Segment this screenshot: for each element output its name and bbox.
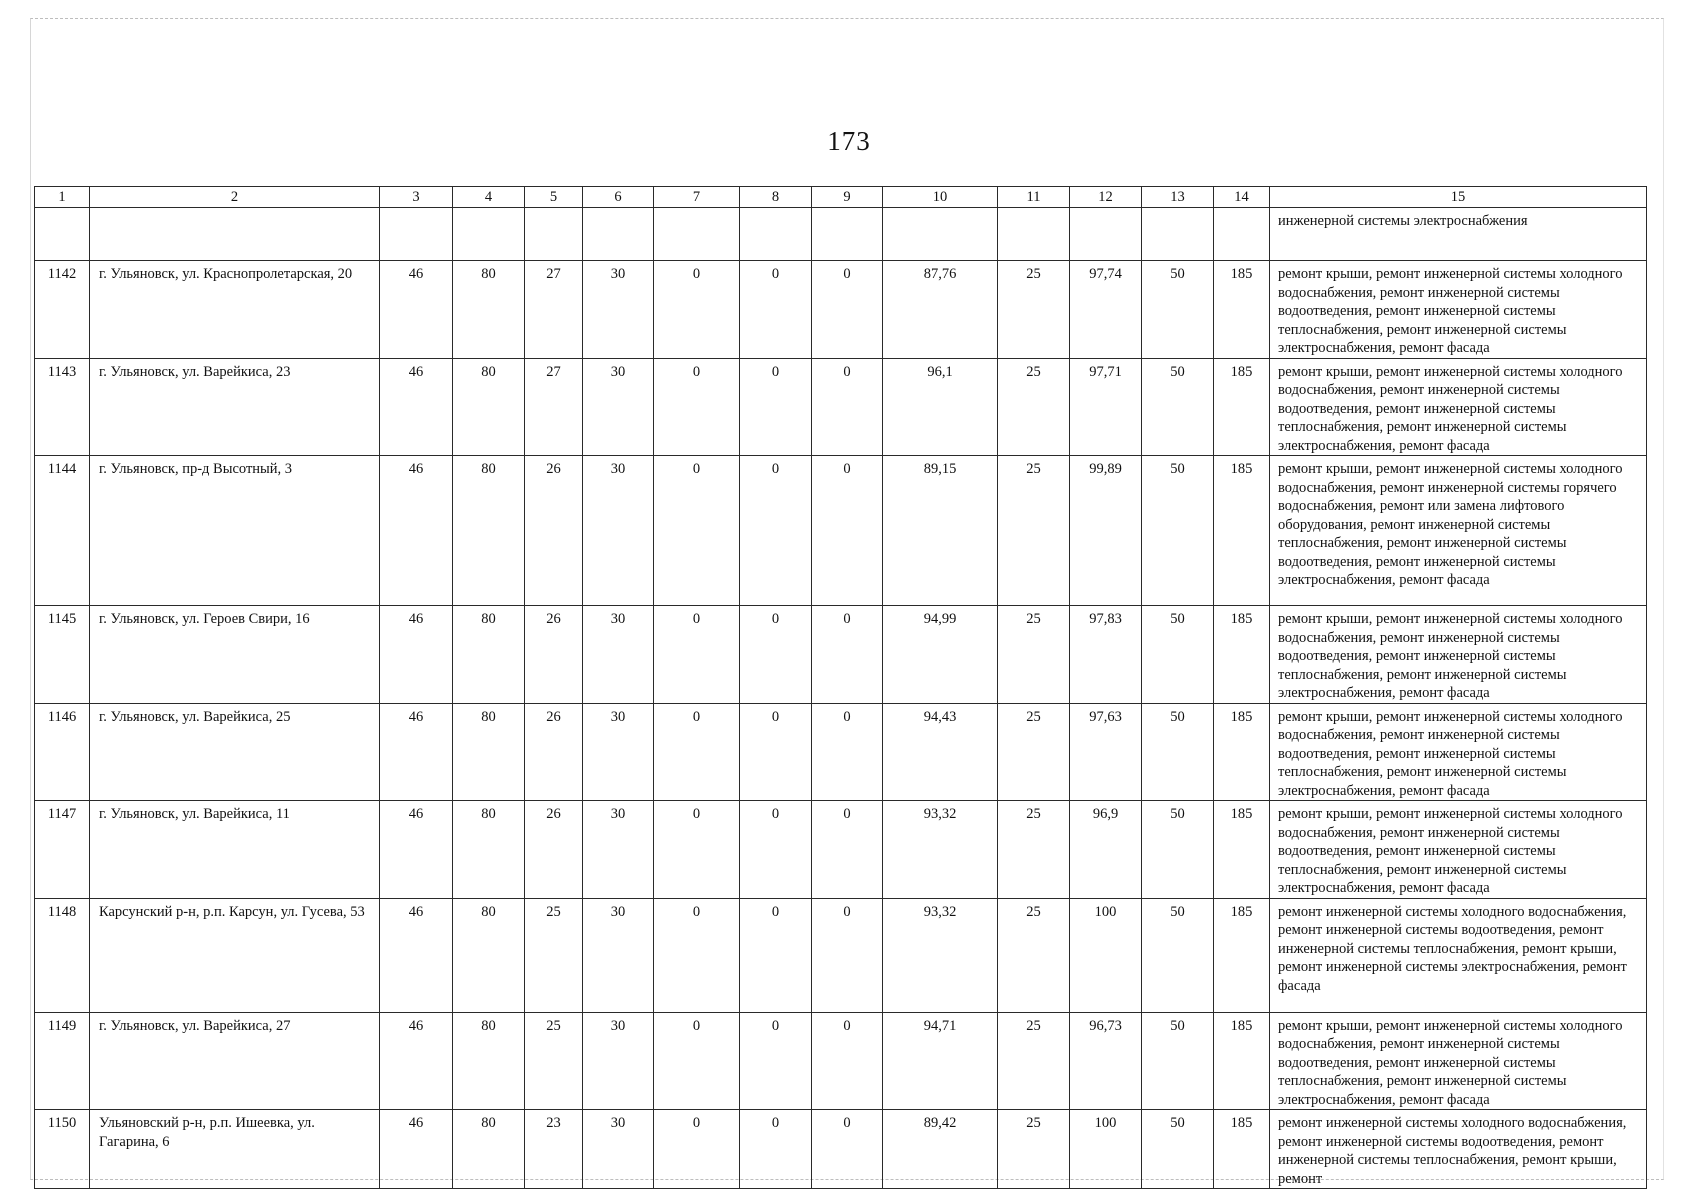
table-row <box>35 358 1647 456</box>
row-number: 1144 <box>35 456 90 606</box>
empty-cell <box>740 208 812 261</box>
value-cell: 50 <box>1142 1110 1214 1189</box>
value-cell: 25 <box>998 703 1070 801</box>
value-cell: 0 <box>812 1012 883 1110</box>
address-cell: г. Ульяновск, пр-д Высотный, 3 <box>90 456 380 606</box>
value-cell: 99,89 <box>1070 456 1142 606</box>
value-cell: 185 <box>1214 703 1270 801</box>
value-cell: 97,63 <box>1070 703 1142 801</box>
empty-cell <box>998 208 1070 261</box>
value-cell: 80 <box>453 1110 525 1189</box>
page-number: 173 <box>827 126 871 156</box>
works-cell: ремонт инженерной системы холодного водоснабжения, ремонт инженерной системы водоотведения, ремонт инженерной системы теплоснабжения, ремонт крыши, ремонт <box>1270 1110 1647 1189</box>
value-cell: 0 <box>812 456 883 606</box>
works-cell: ремонт инженерной системы холодного водоснабжения, ремонт инженерной системы водоотведения, ремонт инженерной системы теплоснабжения, ремонт крыши, ремонт инженерной системы электроснабжения, ремонт фасада <box>1270 898 1647 1012</box>
row-number: 1142 <box>35 261 90 359</box>
value-cell: 46 <box>380 898 453 1012</box>
value-cell: 80 <box>453 358 525 456</box>
table-row <box>35 261 1647 359</box>
value-cell: 0 <box>654 801 740 899</box>
column-header: 15 <box>1270 187 1647 208</box>
row-number: 1149 <box>35 1012 90 1110</box>
value-cell: 0 <box>654 456 740 606</box>
column-header: 6 <box>583 187 654 208</box>
value-cell: 30 <box>583 898 654 1012</box>
value-cell: 93,32 <box>883 898 998 1012</box>
works-cell: ремонт крыши, ремонт инженерной системы холодного водоснабжения, ремонт инженерной системы водоотведения, ремонт инженерной системы теплоснабжения, ремонт инженерной системы электроснабжения, ремонт фасада <box>1270 703 1647 801</box>
value-cell: 30 <box>583 456 654 606</box>
column-header: 1 <box>35 187 90 208</box>
value-cell: 80 <box>453 801 525 899</box>
value-cell: 25 <box>998 1110 1070 1189</box>
value-cell: 30 <box>583 801 654 899</box>
column-header: 3 <box>380 187 453 208</box>
row-number: 1148 <box>35 898 90 1012</box>
address-cell: Ульяновский р-н, р.п. Ишеевка, ул. Гагарина, 6 <box>90 1110 380 1189</box>
value-cell: 30 <box>583 261 654 359</box>
value-cell: 185 <box>1214 1012 1270 1110</box>
address-cell: г. Ульяновск, ул. Варейкиса, 11 <box>90 801 380 899</box>
value-cell: 30 <box>583 703 654 801</box>
value-cell: 26 <box>525 456 583 606</box>
row-number: 1150 <box>35 1110 90 1189</box>
value-cell: 89,15 <box>883 456 998 606</box>
row-number: 1145 <box>35 606 90 704</box>
works-cell: ремонт крыши, ремонт инженерной системы холодного водоснабжения, ремонт инженерной системы водоотведения, ремонт инженерной системы теплоснабжения, ремонт инженерной системы электроснабжения, ремонт фасада <box>1270 358 1647 456</box>
value-cell: 25 <box>998 1012 1070 1110</box>
value-cell: 50 <box>1142 606 1214 704</box>
value-cell: 185 <box>1214 1110 1270 1189</box>
value-cell: 46 <box>380 358 453 456</box>
table-row <box>35 456 1647 606</box>
value-cell: 0 <box>740 1110 812 1189</box>
column-header: 14 <box>1214 187 1270 208</box>
empty-cell <box>380 208 453 261</box>
value-cell: 0 <box>740 358 812 456</box>
address-cell: г. Ульяновск, ул. Варейкиса, 23 <box>90 358 380 456</box>
value-cell: 0 <box>740 1012 812 1110</box>
empty-cell <box>583 208 654 261</box>
value-cell: 93,32 <box>883 801 998 899</box>
column-header: 4 <box>453 187 525 208</box>
works-cell: ремонт крыши, ремонт инженерной системы холодного водоснабжения, ремонт инженерной системы водоотведения, ремонт инженерной системы теплоснабжения, ремонт инженерной системы электроснабжения, ремонт фасада <box>1270 261 1647 359</box>
value-cell: 0 <box>740 703 812 801</box>
value-cell: 185 <box>1214 801 1270 899</box>
value-cell: 80 <box>453 456 525 606</box>
empty-cell <box>883 208 998 261</box>
value-cell: 50 <box>1142 703 1214 801</box>
value-cell: 26 <box>525 606 583 704</box>
table-row <box>35 606 1647 704</box>
value-cell: 25 <box>998 898 1070 1012</box>
value-cell: 50 <box>1142 1012 1214 1110</box>
value-cell: 25 <box>998 358 1070 456</box>
value-cell: 46 <box>380 801 453 899</box>
value-cell: 97,74 <box>1070 261 1142 359</box>
value-cell: 0 <box>654 703 740 801</box>
value-cell: 80 <box>453 606 525 704</box>
row-number: 1146 <box>35 703 90 801</box>
value-cell: 185 <box>1214 898 1270 1012</box>
row-number: 1147 <box>35 801 90 899</box>
table-row <box>35 1110 1647 1189</box>
value-cell: 97,83 <box>1070 606 1142 704</box>
value-cell: 50 <box>1142 261 1214 359</box>
value-cell: 46 <box>380 703 453 801</box>
value-cell: 96,9 <box>1070 801 1142 899</box>
value-cell: 0 <box>740 606 812 704</box>
buildings-table <box>34 186 1647 1189</box>
value-cell: 0 <box>654 358 740 456</box>
value-cell: 94,71 <box>883 1012 998 1110</box>
empty-cell <box>1214 208 1270 261</box>
value-cell: 100 <box>1070 898 1142 1012</box>
empty-cell <box>1070 208 1142 261</box>
address-cell: г. Ульяновск, ул. Варейкиса, 25 <box>90 703 380 801</box>
table-row <box>35 703 1647 801</box>
value-cell: 30 <box>583 1110 654 1189</box>
value-cell: 46 <box>380 1012 453 1110</box>
continuation-row <box>35 208 1647 261</box>
value-cell: 185 <box>1214 606 1270 704</box>
value-cell: 80 <box>453 1012 525 1110</box>
empty-cell <box>90 208 380 261</box>
value-cell: 94,43 <box>883 703 998 801</box>
works-cell: ремонт крыши, ремонт инженерной системы холодного водоснабжения, ремонт инженерной системы горячего водоснабжения, ремонт или замена лифтового оборудования, ремонт инженерной системы теплоснабжения, ремонт инженерной системы водоотведения, ремонт инженерной системы электроснабжения, ремонт фасада <box>1270 456 1647 606</box>
value-cell: 0 <box>812 898 883 1012</box>
value-cell: 0 <box>654 1012 740 1110</box>
column-header: 11 <box>998 187 1070 208</box>
value-cell: 185 <box>1214 358 1270 456</box>
column-header: 13 <box>1142 187 1214 208</box>
value-cell: 0 <box>654 261 740 359</box>
value-cell: 25 <box>998 606 1070 704</box>
value-cell: 0 <box>740 456 812 606</box>
value-cell: 96,1 <box>883 358 998 456</box>
value-cell: 80 <box>453 898 525 1012</box>
value-cell: 89,42 <box>883 1110 998 1189</box>
column-header: 5 <box>525 187 583 208</box>
address-cell: г. Ульяновск, ул. Героев Свири, 16 <box>90 606 380 704</box>
value-cell: 25 <box>998 456 1070 606</box>
value-cell: 0 <box>812 606 883 704</box>
column-header: 10 <box>883 187 998 208</box>
value-cell: 185 <box>1214 456 1270 606</box>
row-number: 1143 <box>35 358 90 456</box>
value-cell: 46 <box>380 1110 453 1189</box>
value-cell: 25 <box>525 898 583 1012</box>
value-cell: 30 <box>583 1012 654 1110</box>
value-cell: 30 <box>583 606 654 704</box>
value-cell: 0 <box>812 358 883 456</box>
value-cell: 25 <box>998 261 1070 359</box>
address-cell: г. Ульяновск, ул. Краснопролетарская, 20 <box>90 261 380 359</box>
value-cell: 185 <box>1214 261 1270 359</box>
empty-cell <box>525 208 583 261</box>
value-cell: 0 <box>740 898 812 1012</box>
column-header: 2 <box>90 187 380 208</box>
works-cell: инженерной системы электроснабжения <box>1270 208 1647 261</box>
value-cell: 0 <box>740 801 812 899</box>
value-cell: 0 <box>654 898 740 1012</box>
column-header: 12 <box>1070 187 1142 208</box>
value-cell: 23 <box>525 1110 583 1189</box>
column-header: 9 <box>812 187 883 208</box>
column-header: 8 <box>740 187 812 208</box>
value-cell: 46 <box>380 606 453 704</box>
value-cell: 50 <box>1142 801 1214 899</box>
value-cell: 46 <box>380 456 453 606</box>
value-cell: 87,76 <box>883 261 998 359</box>
value-cell: 25 <box>998 801 1070 899</box>
value-cell: 26 <box>525 801 583 899</box>
value-cell: 0 <box>654 1110 740 1189</box>
address-cell: г. Ульяновск, ул. Варейкиса, 27 <box>90 1012 380 1110</box>
works-cell: ремонт крыши, ремонт инженерной системы холодного водоснабжения, ремонт инженерной системы водоотведения, ремонт инженерной системы теплоснабжения, ремонт инженерной системы электроснабжения, ремонт фасада <box>1270 606 1647 704</box>
empty-cell <box>654 208 740 261</box>
table-row <box>35 898 1647 1012</box>
address-cell: Карсунский р-н, р.п. Карсун, ул. Гусева, 53 <box>90 898 380 1012</box>
value-cell: 50 <box>1142 358 1214 456</box>
value-cell: 46 <box>380 261 453 359</box>
value-cell: 25 <box>525 1012 583 1110</box>
value-cell: 96,73 <box>1070 1012 1142 1110</box>
value-cell: 80 <box>453 703 525 801</box>
value-cell: 27 <box>525 261 583 359</box>
value-cell: 50 <box>1142 898 1214 1012</box>
value-cell: 27 <box>525 358 583 456</box>
value-cell: 0 <box>812 703 883 801</box>
value-cell: 50 <box>1142 456 1214 606</box>
empty-cell <box>1142 208 1214 261</box>
column-header: 7 <box>654 187 740 208</box>
value-cell: 97,71 <box>1070 358 1142 456</box>
value-cell: 0 <box>812 1110 883 1189</box>
value-cell: 30 <box>583 358 654 456</box>
works-cell: ремонт крыши, ремонт инженерной системы холодного водоснабжения, ремонт инженерной системы водоотведения, ремонт инженерной системы теплоснабжения, ремонт инженерной системы электроснабжения, ремонт фасада <box>1270 801 1647 899</box>
value-cell: 94,99 <box>883 606 998 704</box>
value-cell: 0 <box>654 606 740 704</box>
table-row <box>35 1012 1647 1110</box>
empty-cell <box>453 208 525 261</box>
works-cell: ремонт крыши, ремонт инженерной системы холодного водоснабжения, ремонт инженерной системы водоотведения, ремонт инженерной системы теплоснабжения, ремонт инженерной системы электроснабжения, ремонт фасада <box>1270 1012 1647 1110</box>
empty-cell <box>35 208 90 261</box>
value-cell: 0 <box>812 801 883 899</box>
value-cell: 26 <box>525 703 583 801</box>
value-cell: 80 <box>453 261 525 359</box>
value-cell: 0 <box>740 261 812 359</box>
empty-cell <box>812 208 883 261</box>
value-cell: 100 <box>1070 1110 1142 1189</box>
value-cell: 0 <box>812 261 883 359</box>
table-row <box>35 801 1647 899</box>
column-numbers-row <box>35 187 1647 208</box>
